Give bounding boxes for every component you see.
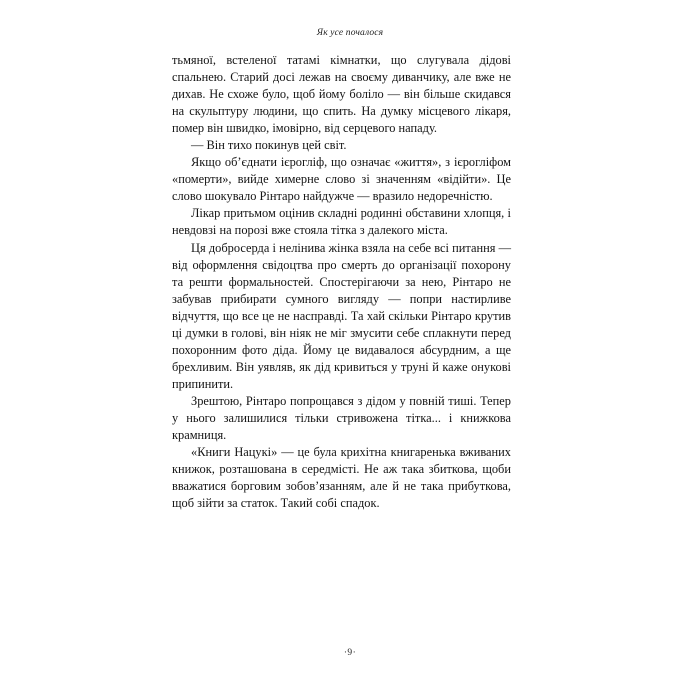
paragraph: «Книги Нацукі» — це була крихітна книгаренька вживаних книжок, розташована в середмісті. Не аж така збиткова, щоби вважатися борговим зобов’язанням, але й не така прибуткова, щоб зійти за статок. Такий собі спадок. <box>172 445 511 511</box>
running-head: Як усе почалося <box>316 28 384 38</box>
body-text-block <box>172 52 511 512</box>
paragraph: Якщо об’єднати ієрогліф, що означає «життя», з ієрогліфом «померти», вийде химерне слово зі значенням «відійти». Це слово шокувало Рінтаро найдужче — вразило недоречністю. <box>172 155 511 204</box>
page-number: ·9· <box>343 648 357 658</box>
paragraph: Ця добросерда і нелінива жінка взяла на себе всі питання — від оформлення свідоцтва про смерть до організації похорону та решти формальностей. Спостерігаючи за нею, Рінтаро не забував прибирати сумного вигляду — попри настирливе відчуття, що все це не насправді. Та хай скільки Рінтаро крутив ці думки в голові, він ніяк не міг змусити себе сплакнути перед похоронним фото діда. Йому це видавалося абсурдним, а ще брехливим. Він уявляв, як дід кривиться у труні й каже онукові припинити. <box>172 240 511 391</box>
paragraph: тьмяної, встеленої татамі кімнатки, що слугувала дідові спальнею. Старий досі лежав на своєму диванчику, але вже не дихав. Не схоже було, щоб йому боліло — він більше скидався на скульптуру людини, що спить. На думку місцевого лікаря, помер він швидко, імовірно, від серцевого нападу. <box>172 53 511 136</box>
paragraph: Зрештою, Рінтаро попрощався з дідом у повній тиші. Тепер у нього залишилися тільки стривожена тітка... і книжкова крамниця. <box>172 393 511 443</box>
paragraph: Лікар притьмом оцінив складні родинні обставини хлопця, і невдовзі на порозі вже стояла тітка з далекого міста. <box>172 206 511 238</box>
paragraph-dialogue: — Він тихо покинув цей світ. <box>191 138 347 153</box>
